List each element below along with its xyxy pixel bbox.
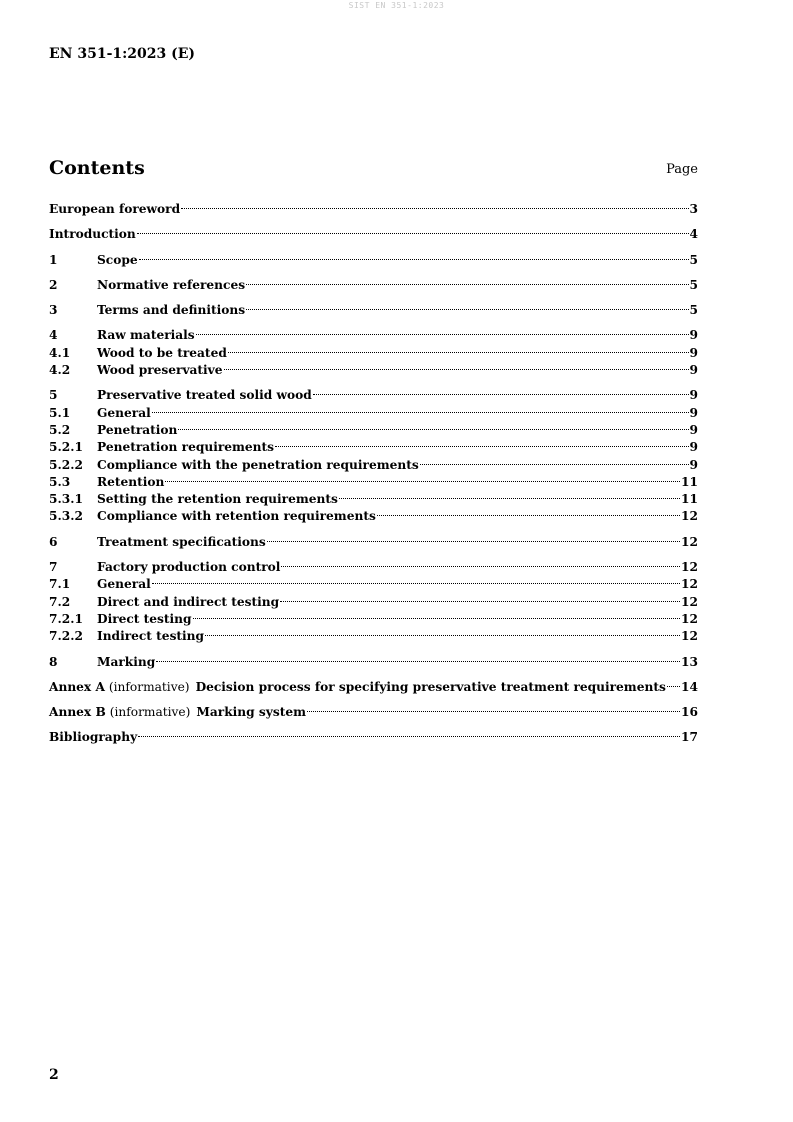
toc-leader — [193, 618, 680, 619]
toc-page: 9 — [689, 440, 698, 455]
page-number: 2 — [49, 1067, 59, 1083]
toc-title: Indirect testing — [97, 629, 205, 644]
toc-leader — [246, 284, 688, 285]
toc-leader — [156, 661, 680, 662]
toc-leader — [667, 686, 680, 687]
toc-page: 9 — [689, 328, 698, 343]
toc-page: 5 — [689, 303, 698, 318]
toc-page: 9 — [689, 422, 698, 437]
toc-leader — [281, 566, 680, 567]
toc-entry-4[interactable] — [49, 327, 698, 344]
toc-leader — [181, 208, 688, 209]
toc-leader — [138, 736, 680, 737]
toc-leader — [339, 498, 680, 499]
toc-title: Direct testing — [97, 611, 192, 626]
toc-number: 4 — [49, 328, 58, 343]
toc-page: 12 — [681, 560, 698, 575]
toc-title: Direct and indirect testing — [97, 594, 280, 609]
toc-title: Marking — [97, 654, 156, 669]
toc-entry-5-2[interactable] — [49, 422, 698, 439]
toc-number: 7.2.2 — [49, 629, 83, 644]
toc-entry-7-2-2[interactable] — [49, 628, 698, 645]
toc-number: 7.1 — [49, 577, 71, 592]
toc-leader — [224, 369, 689, 370]
toc-title: Compliance with retention requirements — [97, 509, 376, 524]
toc-annex-label: Annex A — [49, 679, 105, 694]
toc-number: 2 — [49, 277, 58, 292]
toc-number: 4.1 — [49, 345, 71, 360]
toc-leader — [178, 429, 688, 430]
toc-entry-annex-a[interactable] — [49, 679, 698, 696]
toc-leader — [205, 635, 680, 636]
toc-annex-label: Annex B — [49, 705, 106, 720]
toc-entry-4-2[interactable] — [49, 362, 698, 379]
toc-leader — [377, 515, 680, 516]
toc-page: 3 — [689, 202, 698, 216]
toc-number: 6 — [49, 534, 58, 549]
toc-entry-5-2-1[interactable] — [49, 439, 698, 456]
toc-leader — [137, 233, 689, 234]
toc-page: 11 — [681, 492, 698, 507]
toc-entry-5-3-2[interactable] — [49, 508, 698, 525]
toc-title: General — [97, 577, 151, 592]
toc-leader — [152, 412, 689, 413]
toc-number: 3 — [49, 303, 58, 318]
toc-page: 9 — [689, 457, 698, 472]
toc-leader — [313, 394, 689, 395]
toc-title: Factory production control — [97, 560, 281, 575]
toc-title: Terms and definitions — [97, 303, 246, 318]
toc-annex-type: (informative) — [108, 679, 190, 694]
toc-page: 13 — [681, 654, 698, 669]
toc-title: Introduction — [49, 227, 136, 242]
toc-page: 12 — [681, 594, 698, 609]
toc-page: 12 — [681, 509, 698, 524]
toc-title: Decision process for specifying preservative treatment requirements — [195, 679, 666, 694]
toc-leader — [275, 446, 689, 447]
toc-entry-annex-b[interactable] — [49, 704, 698, 721]
toc-page: 9 — [689, 405, 698, 420]
toc-title: Wood preservative — [97, 363, 223, 378]
toc-leader — [267, 541, 680, 542]
contents-title: Contents — [49, 157, 145, 179]
toc-leader — [420, 464, 689, 465]
toc-page: 12 — [681, 577, 698, 592]
toc-entry-7-2[interactable] — [49, 594, 698, 611]
toc-entry-5-3-1[interactable] — [49, 491, 698, 508]
toc-number: 5.2.1 — [49, 440, 83, 455]
toc-title: General — [97, 405, 151, 420]
toc-entry-7-1[interactable] — [49, 576, 698, 593]
toc-title: Penetration requirements — [97, 440, 275, 455]
toc-entry-7-2-1[interactable] — [49, 611, 698, 628]
toc-leader — [196, 334, 689, 335]
toc-entry-6[interactable] — [49, 534, 698, 551]
toc-title: Penetration — [97, 422, 178, 437]
toc-number: 7 — [49, 560, 58, 575]
toc-leader — [228, 352, 689, 353]
toc-number: 7.2 — [49, 594, 71, 609]
toc-entry-bibliography[interactable] — [49, 729, 698, 746]
toc-title: Raw materials — [97, 328, 195, 343]
toc-number: 5.3 — [49, 474, 71, 489]
toc-leader — [152, 583, 680, 584]
toc-entry-5-1[interactable] — [49, 405, 698, 422]
toc-entry-2[interactable] — [49, 277, 698, 294]
toc-number: 5.3.2 — [49, 509, 83, 524]
toc-entry-european-foreword[interactable] — [49, 201, 698, 218]
toc-entry-introduction[interactable] — [49, 226, 698, 243]
toc-leader — [280, 601, 680, 602]
toc-page: 4 — [689, 227, 698, 242]
toc-page: 14 — [681, 679, 698, 694]
toc-page: 12 — [681, 534, 698, 549]
toc-title: Normative references — [97, 277, 246, 292]
document-id: EN 351-1:2023 (E) — [49, 46, 196, 62]
toc-leader — [165, 481, 680, 482]
toc-title: Treatment specifications — [97, 534, 266, 549]
toc-page: 9 — [689, 363, 698, 378]
page-column-heading: Page — [666, 162, 698, 177]
toc-number: 5.3.1 — [49, 492, 83, 507]
toc-leader — [307, 711, 680, 712]
toc-entry-4-1[interactable] — [49, 345, 698, 362]
toc-number: 1 — [49, 252, 58, 267]
toc-entry-3[interactable] — [49, 302, 698, 319]
toc-page: 16 — [681, 705, 698, 720]
toc-number: 7.2.1 — [49, 611, 83, 626]
toc-entry-1[interactable] — [49, 252, 698, 269]
toc-entry-7[interactable] — [49, 559, 698, 576]
toc-page: 17 — [681, 730, 698, 745]
toc-title: Preservative treated solid wood — [97, 388, 312, 403]
toc-title: Wood to be treated — [97, 345, 227, 360]
toc-number: 5 — [49, 388, 58, 403]
toc-title: Compliance with the penetration requirements — [97, 457, 419, 472]
toc-number: 5.2.2 — [49, 457, 83, 472]
toc-page: 12 — [681, 629, 698, 644]
toc-number: 4.2 — [49, 363, 71, 378]
toc-page: 9 — [689, 345, 698, 360]
toc-entry-5-3[interactable] — [49, 474, 698, 491]
toc-leader — [246, 309, 688, 310]
toc-title: Marking system — [196, 705, 306, 720]
toc-annex-type: (informative) — [109, 705, 191, 720]
toc-entry-8[interactable] — [49, 654, 698, 671]
toc-title: Retention — [97, 474, 165, 489]
toc-entry-5-2-2[interactable] — [49, 457, 698, 474]
table-of-contents — [49, 201, 698, 747]
toc-number: 5.2 — [49, 422, 71, 437]
toc-page: 12 — [681, 611, 698, 626]
toc-page: 11 — [681, 474, 698, 489]
toc-title: Scope — [97, 252, 138, 267]
toc-title: Setting the retention requirements — [97, 492, 338, 507]
toc-number: 8 — [49, 654, 58, 669]
toc-page: 5 — [689, 277, 698, 292]
toc-page: 9 — [689, 388, 698, 403]
toc-number: 5.1 — [49, 405, 71, 420]
toc-title: European foreword — [49, 202, 181, 216]
toc-entry-5[interactable] — [49, 387, 698, 404]
toc-page: 5 — [689, 252, 698, 267]
toc-title: Bibliography — [49, 730, 138, 745]
watermark: SIST EN 351-1:2023 — [348, 1, 445, 10]
toc-leader — [139, 259, 689, 260]
